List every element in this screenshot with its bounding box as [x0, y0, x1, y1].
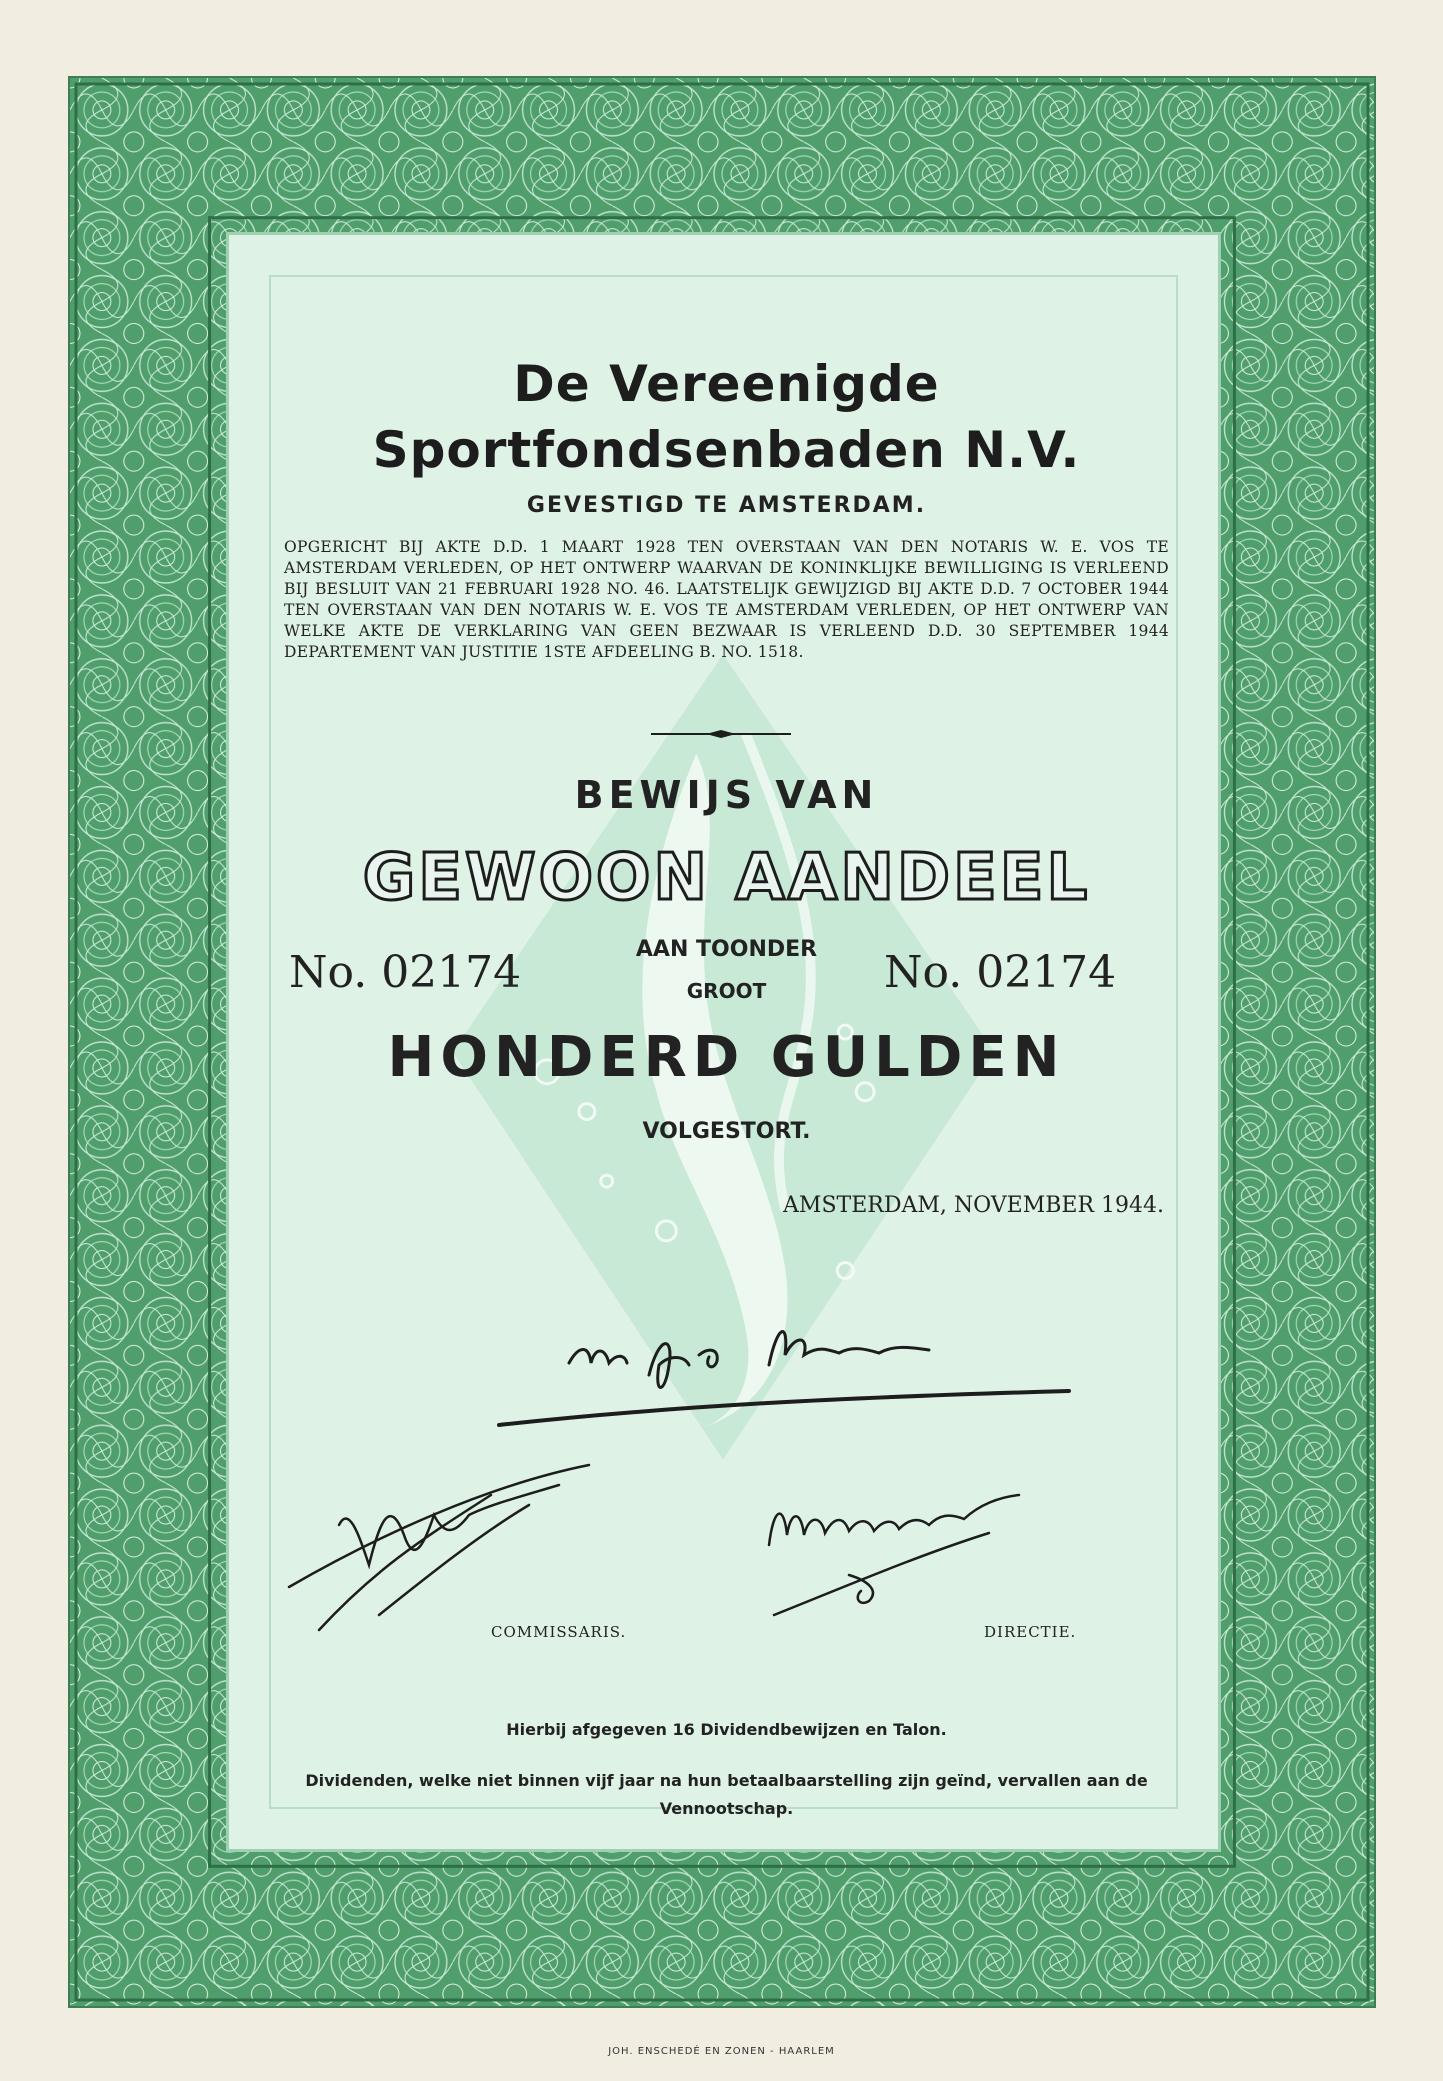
share-type: GEWOON AANDEEL [362, 841, 1091, 915]
certificate-heading: BEWIJS VAN [574, 773, 879, 817]
coupons-note: Hierbij afgegeven 16 Dividendbewijzen en Talon. [506, 1720, 947, 1739]
directie-label: DIRECTIE. [984, 1623, 1077, 1641]
top-signature [499, 1332, 1069, 1425]
paid-up-label: VOLGESTORT. [642, 1119, 811, 1144]
certificate-panel [226, 232, 1221, 1852]
share-amount: HONDERD GULDEN [387, 1025, 1066, 1090]
dividend-notice: Dividenden, welke niet binnen vijf jaar na hun betaalbaarstelling zijn geïnd, vervallen aan de Vennootschap. [305, 1771, 1148, 1818]
certificate-number-right: No. 02174 [884, 947, 1117, 998]
directie-signature [769, 1495, 1019, 1615]
certificate-text [229, 235, 1221, 1852]
incorporation-text: OPGERICHT BIJ AKTE D.D. 1 MAART 1928 TEN OVERSTAAN VAN DEN NOTARIS W. E. VOS TE AMSTERDAM VERLEDEN, OP HET ONTWERP WAARVAN DE KONINKLIJKE BEWILLIGING IS VERLEEND BIJ BESLUIT VAN 21 FEBRUARI 1928 NO. 46. LAATSTELIJK GEWIJZIGD BIJ AKTE D.D. 7 OCTOBER 1944 TEN OVERSTAAN VAN DEN NOTARIS W. E. VOS TE AMSTERDAM VERLEDEN, OP HET ONTWERP VAN WELKE AKTE DE VERKLARING VAN GEEN BEZWAAR IS VERLEEND D.D. 30 SEPTEMBER 1944 DEPARTEMENT VAN JUSTITIE 1STE AFDEELING B. NO. 1518. [284, 538, 1169, 661]
company-name-line2: Sportfondsenbaden N.V. [372, 421, 1081, 479]
size-label: GROOT [686, 979, 767, 1003]
place-and-date: AMSTERDAM, NOVEMBER 1944. [783, 1193, 1164, 1218]
signatures [229, 235, 1221, 1852]
company-seat: GEVESTIGD TE AMSTERDAM. [526, 493, 927, 518]
commissaris-signature [289, 1465, 589, 1630]
certificate-number-left: No. 02174 [289, 947, 522, 998]
commissaris-label: COMMISSARIS. [491, 1623, 627, 1641]
printer-imprint: JOH. ENSCHEDÉ EN ZONEN - HAARLEM [608, 2046, 835, 2057]
company-name-line1: De Vereenigde [513, 355, 940, 413]
bearer-label: AAN TOONDER [635, 937, 818, 962]
